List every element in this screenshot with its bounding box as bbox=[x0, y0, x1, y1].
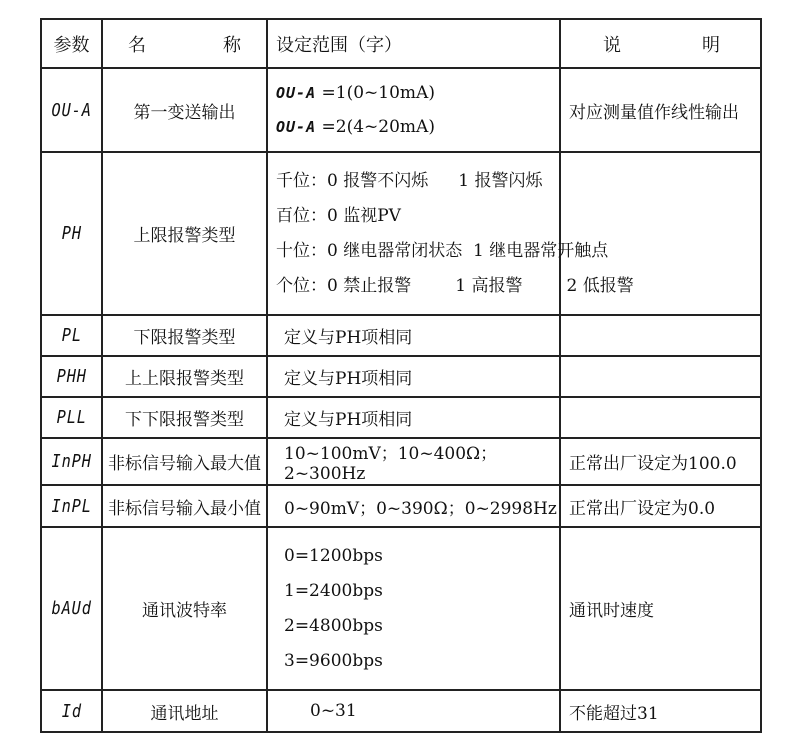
table-row bbox=[41, 356, 761, 397]
param-name: 通讯地址 bbox=[102, 690, 267, 732]
header-row bbox=[41, 19, 761, 68]
param-desc: 正常出厂设定为0.0 bbox=[560, 485, 761, 527]
param-name: 非标信号输入最大值 bbox=[102, 438, 267, 485]
param-code: Id bbox=[41, 690, 102, 732]
param-range: 定义与PH项相同 bbox=[267, 356, 560, 397]
param-name: 通讯波特率 bbox=[102, 527, 267, 690]
param-name: 下限报警类型 bbox=[102, 315, 267, 356]
param-code: PHH bbox=[41, 356, 102, 397]
param-code: InPH bbox=[41, 438, 102, 485]
param-desc: 正常出厂设定为100.0 bbox=[560, 438, 761, 485]
param-name: 上限报警类型 bbox=[102, 152, 267, 315]
table-row bbox=[41, 68, 761, 152]
param-code: bAUd bbox=[41, 527, 102, 690]
param-range bbox=[267, 152, 634, 315]
param-code: InPL bbox=[41, 485, 102, 527]
param-desc bbox=[560, 315, 761, 356]
range-line: OU-A =1(0~10mA) bbox=[276, 83, 435, 103]
range-line: 十位：0 继电器常闭状态 1 继电器常开触点 bbox=[276, 240, 609, 261]
param-name: 下下限报警类型 bbox=[102, 397, 267, 438]
header-code: 参数 bbox=[41, 19, 102, 68]
header-name-b: 称 bbox=[223, 34, 241, 56]
header-range: 设定范围（字） bbox=[267, 19, 560, 68]
header-desc bbox=[560, 19, 761, 68]
table-row bbox=[41, 152, 761, 315]
param-range: 定义与PH项相同 bbox=[267, 397, 560, 438]
param-name: 第一变送输出 bbox=[102, 68, 267, 152]
param-name: 上上限报警类型 bbox=[102, 356, 267, 397]
range-line: 2=4800bps bbox=[284, 615, 383, 636]
range-line: 0=1200bps bbox=[284, 545, 383, 566]
param-desc: 对应测量值作线性输出 bbox=[560, 68, 761, 152]
param-code: PH bbox=[41, 152, 102, 315]
param-range bbox=[267, 527, 560, 690]
param-range: 10~100mV；10~400Ω；2~300Hz bbox=[267, 438, 560, 485]
param-code: PL bbox=[41, 315, 102, 356]
param-range bbox=[267, 68, 560, 152]
table-row bbox=[41, 690, 761, 732]
param-desc bbox=[560, 397, 761, 438]
range-line: OU-A =2(4~20mA) bbox=[276, 117, 435, 137]
param-range: 定义与PH项相同 bbox=[267, 315, 560, 356]
range-line: 1=2400bps bbox=[284, 580, 383, 601]
range-line: 百位：0 监视PV bbox=[276, 205, 401, 226]
table-row bbox=[41, 485, 761, 527]
table-row bbox=[41, 527, 761, 690]
range-line: 个位：0 禁止报警 1 高报警 2 低报警 bbox=[276, 275, 634, 296]
table-row bbox=[41, 315, 761, 356]
parameter-table bbox=[40, 18, 762, 733]
param-desc: 通讯时速度 bbox=[560, 527, 761, 690]
param-code: PLL bbox=[41, 397, 102, 438]
range-line: 千位：0 报警不闪烁 1 报警闪烁 bbox=[276, 170, 543, 191]
param-range: 0~90mV；0~390Ω；0~2998Hz bbox=[267, 485, 560, 527]
header-desc-a: 说 bbox=[603, 34, 621, 56]
param-desc bbox=[560, 356, 761, 397]
param-code: OU-A bbox=[41, 68, 102, 152]
param-range: 0~31 bbox=[267, 690, 560, 732]
table-row bbox=[41, 397, 761, 438]
param-desc: 不能超过31 bbox=[560, 690, 761, 732]
table-row bbox=[41, 438, 761, 485]
range-line: 3=9600bps bbox=[284, 650, 383, 671]
header-name-a: 名 bbox=[128, 34, 146, 56]
header-name bbox=[102, 19, 267, 68]
param-name: 非标信号输入最小值 bbox=[102, 485, 267, 527]
header-desc-b: 明 bbox=[702, 34, 720, 56]
